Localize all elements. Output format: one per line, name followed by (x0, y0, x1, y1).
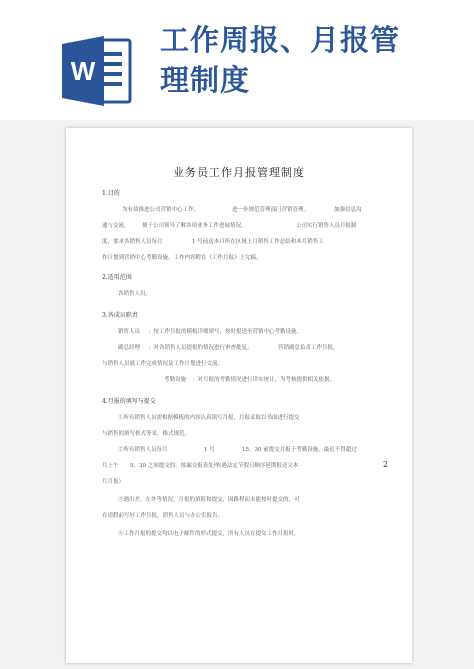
step-2-line-2-b: 9、30 之间提交的。按漏交报表处理(遇法定节假日顺序延期报送文本 (130, 463, 299, 469)
step-2-line-3: 月月报） (102, 479, 125, 485)
para-4: 作计划到营销中心考勤设施。工作内容附在《工作月报》上完稿。 (102, 255, 262, 261)
role-1-text: ：按工作月报的模板详细填写，按时报送至营销中心考勤设施。 (148, 329, 303, 335)
role-2-label: 副总经理 (118, 345, 141, 351)
word-icon (62, 32, 134, 110)
section-3-heading: 3.各成员职责 (102, 312, 138, 319)
para-2-part-c: 公司实行销售人员月报制 (296, 223, 357, 229)
section-4-heading: 4.月报的填写与提交 (102, 398, 156, 405)
role-3-label: 考勤设施 (164, 377, 187, 383)
step-1-line-1: ①所有销售人员需根据模板的内容认真填写月报，月报采取以书面进行提交 (118, 415, 300, 421)
document-page (66, 128, 412, 663)
para-2-part-a: 通与交流， (102, 223, 130, 229)
role-1-label: 销售人员 (118, 329, 141, 335)
step-1-line-2: 与销售的填写格式等采，格式规范。 (102, 431, 191, 437)
word-icon-letter: W (70, 56, 96, 86)
step-2-line-2-a: 月上午 (102, 463, 119, 469)
step-2-part-c: 15、30 前提交月报于考勤设施，最迟不得超过 (242, 447, 357, 453)
para-5: 各销售人员。 (118, 291, 152, 297)
banner-title-line-1: 工作周报、月报管 (160, 23, 401, 57)
para-2-part-b: 便于公司领导了解各项业务工作进展情况， (142, 223, 247, 229)
banner (0, 0, 474, 120)
para-1-part-c: 加强信息沟 (334, 207, 362, 213)
para-1-part-b: 进一步规范管理部门营销管理。 (232, 207, 310, 213)
para-1-part-a: 为有效推进公司营销中心工作。 (122, 207, 200, 213)
step-4-line-1: ④工作月报的提交均以电子邮件的形式提交，所有人员在提交工作月报时， (118, 531, 300, 537)
section-1-heading: 1.目的 (102, 190, 120, 197)
step-3-line-1: ③遇出差，在外等情况，月报的填报和提交，因路程而未能按时提交的，可 (118, 497, 300, 503)
role-2-text: ：对各销售人员提报的情况进行审查批复。 (148, 345, 253, 351)
role-2-extra: 营销副总负责工作月报， (278, 345, 339, 351)
step-3-line-2: 在请假前写好工作月报，销售人员与办公室报告。 (102, 513, 224, 519)
page-number: 2 (383, 460, 389, 469)
step-2-part-a: ②所有销售人员每月 (118, 447, 168, 453)
document-title: 业务员工作月报管理制度 (173, 166, 305, 179)
banner-title-line-2: 理制度 (160, 63, 251, 97)
step-2-part-b: 1 号 (204, 447, 215, 453)
para-3-part-b: 1 号前送本月所在区域上月销售工作总结和本月销售工 (192, 239, 324, 245)
section-2-heading: 2.适用范围 (102, 274, 132, 281)
role-3-text: ：对月报的考勤情况进行详实统计，为考核提供相关依据。 (192, 377, 336, 383)
banner-title (160, 20, 465, 100)
role-2-continuation: 与销售人员就工作完成情况及工作计划进行交流。 (102, 361, 224, 367)
para-3-part-a: 度，要求各销售人员每月 (102, 239, 163, 245)
